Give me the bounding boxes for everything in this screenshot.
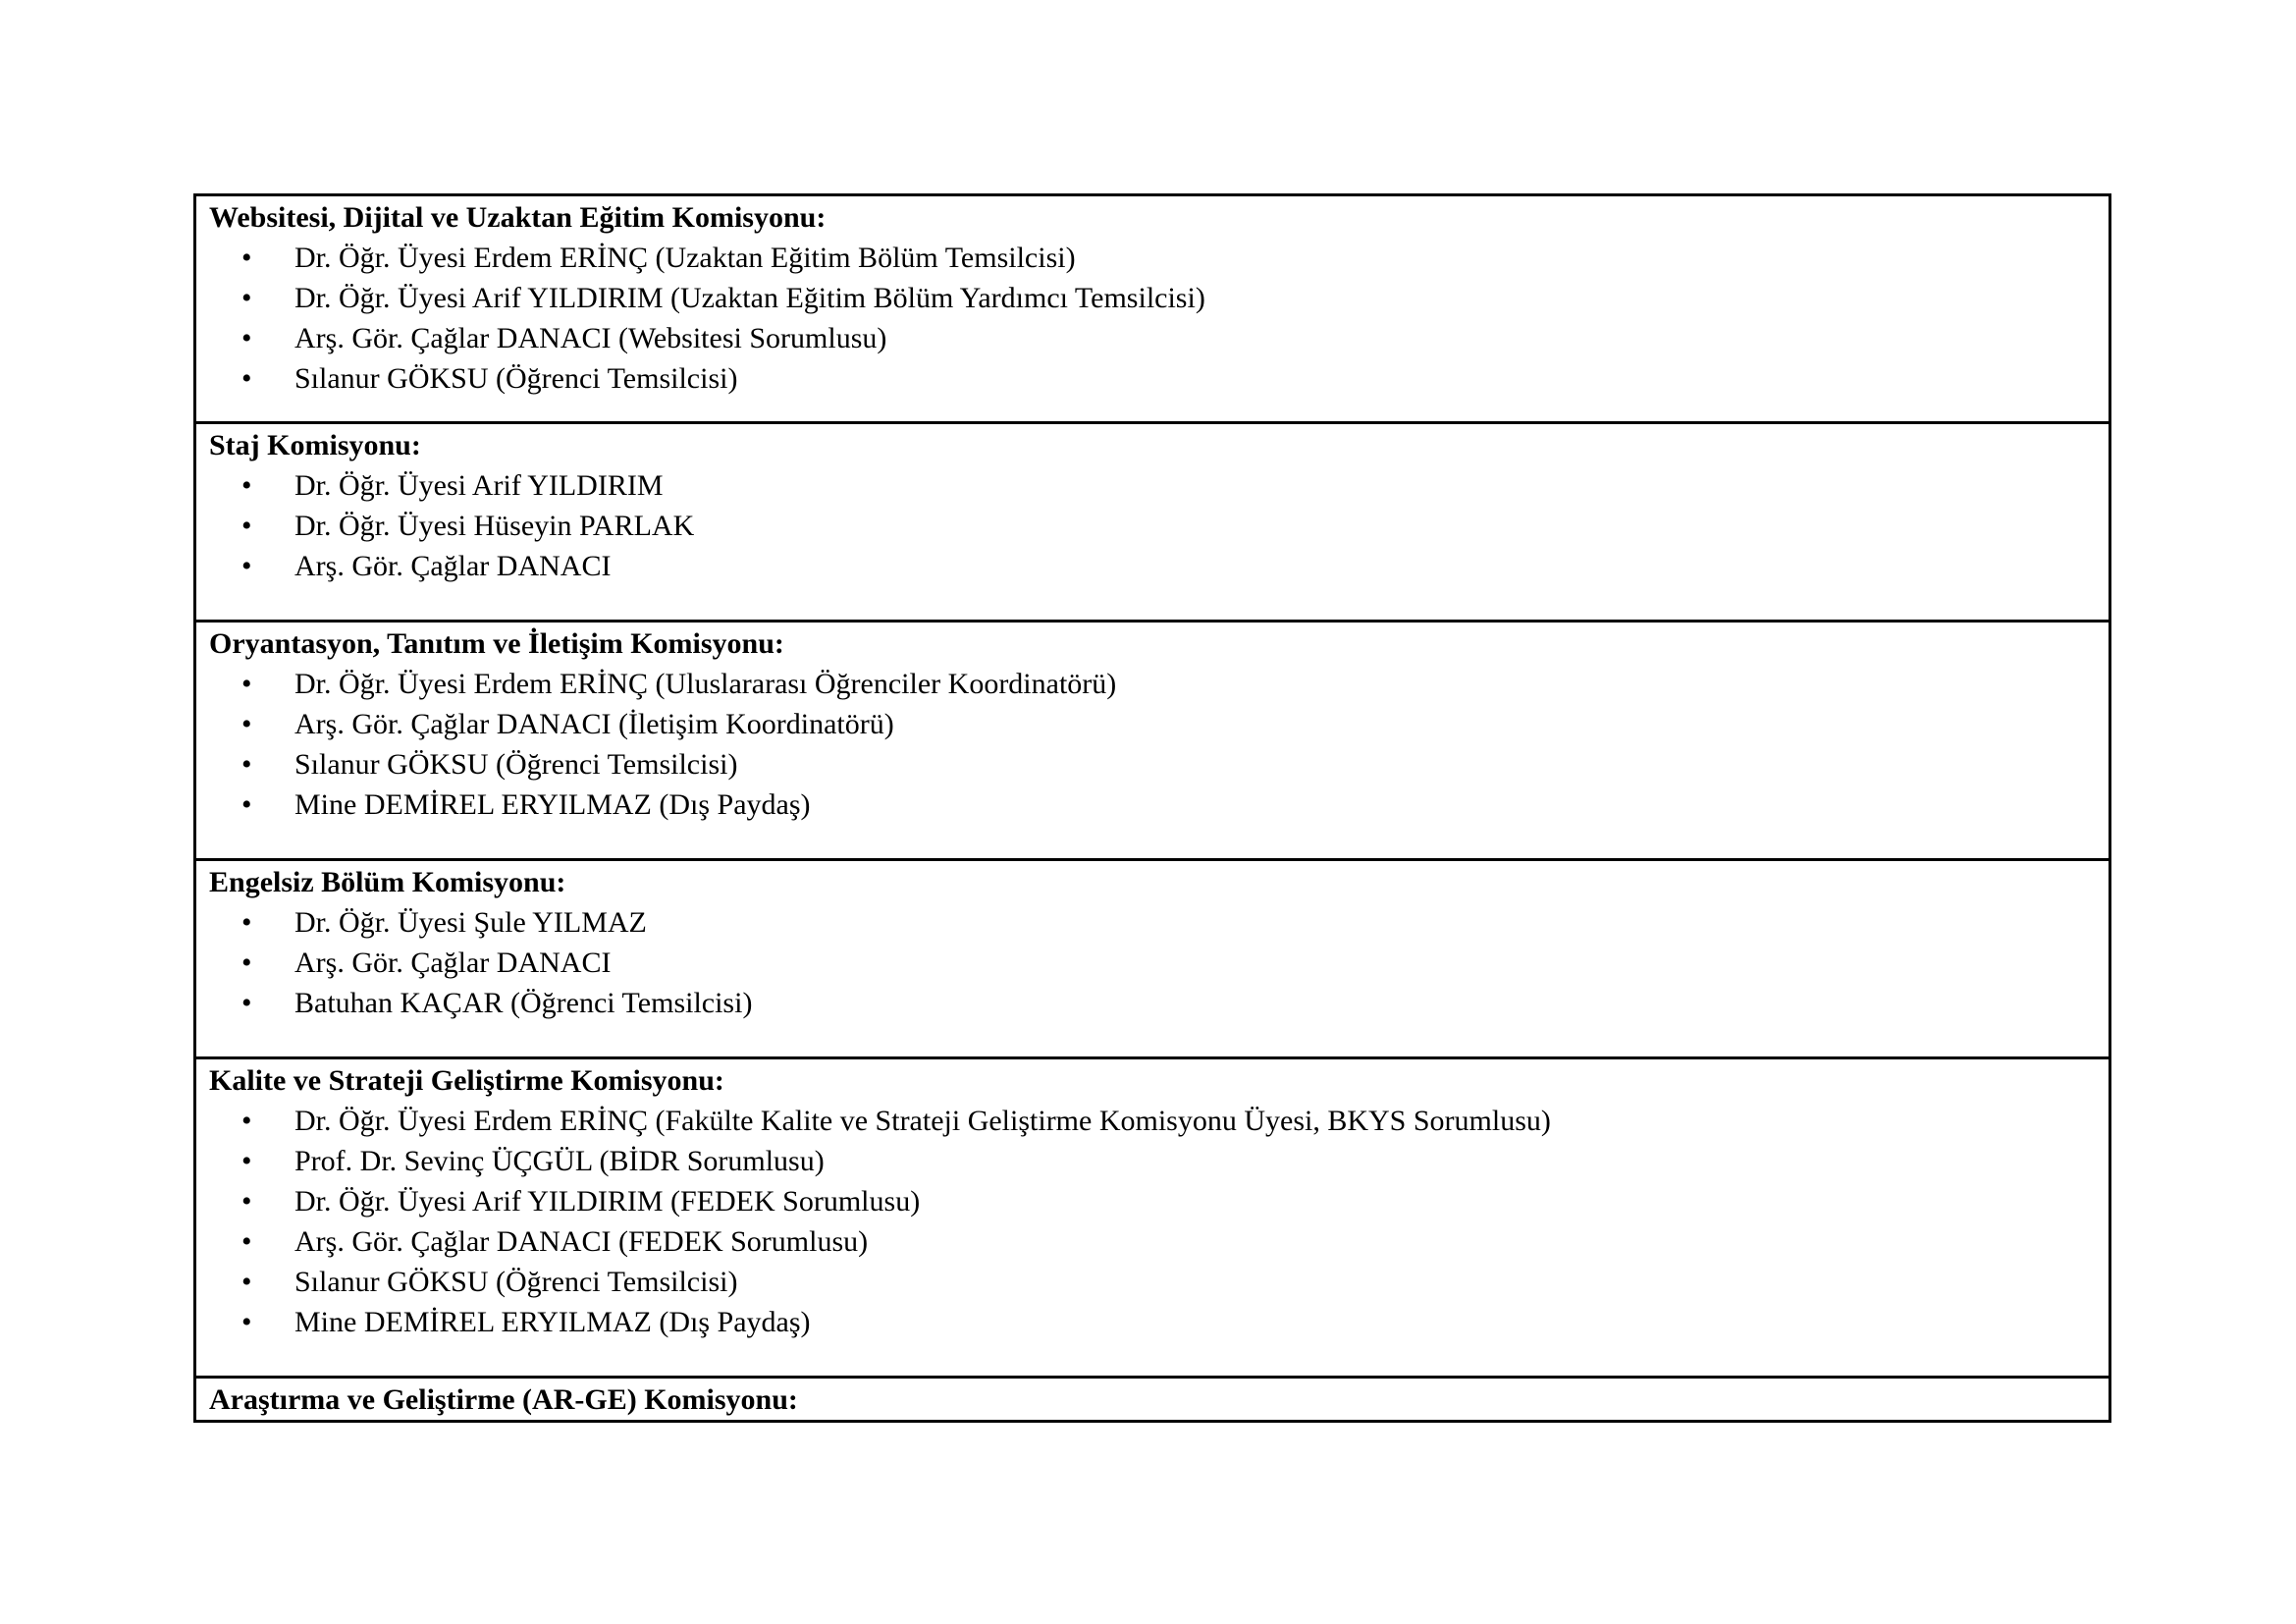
member-item: [241, 943, 2096, 983]
member-item: [241, 465, 2096, 506]
member-list: [209, 664, 2096, 825]
committee-row-kalite: [195, 1058, 2110, 1378]
committee-title: Oryantasyon, Tanıtım ve İletişim Komisyonu:: [209, 627, 784, 660]
committee-row-engelsiz: [195, 860, 2110, 1058]
member-item: [241, 744, 2096, 785]
bullet-icon: •: [241, 1145, 252, 1177]
member-item: [241, 1221, 2096, 1262]
committee-cell: [195, 860, 2110, 1058]
bullet-icon: •: [241, 242, 252, 274]
bullet-icon: •: [241, 1225, 252, 1258]
member-name: Sılanur GÖKSU (Öğrenci Temsilcisi): [294, 362, 738, 395]
member-list: [209, 1101, 2096, 1342]
bullet-icon: •: [241, 362, 252, 395]
member-name: Dr. Öğr. Üyesi Şule YILMAZ: [294, 906, 647, 939]
bullet-icon: •: [241, 1105, 252, 1137]
committee-title: Kalite ve Strateji Geliştirme Komisyonu:: [209, 1064, 724, 1097]
bullet-icon: •: [241, 322, 252, 354]
member-item: [241, 664, 2096, 704]
member-item: [241, 902, 2096, 943]
member-name: Arş. Gör. Çağlar DANACI: [294, 550, 612, 582]
bullet-icon: •: [241, 1266, 252, 1298]
member-name: Dr. Öğr. Üyesi Hüseyin PARLAK: [294, 510, 695, 542]
member-item: [241, 238, 2096, 278]
bullet-icon: •: [241, 906, 252, 939]
member-name: Arş. Gör. Çağlar DANACI (FEDEK Sorumlusu): [294, 1225, 869, 1258]
member-name: Batuhan KAÇAR (Öğrenci Temsilcisi): [294, 987, 753, 1019]
member-item: [241, 983, 2096, 1023]
member-name: Mine DEMİREL ERYILMAZ (Dış Paydaş): [294, 1306, 811, 1338]
committee-row-staj: [195, 423, 2110, 622]
member-list: [209, 465, 2096, 586]
committee-row-oryantasyon: [195, 622, 2110, 860]
committee-cell: [195, 622, 2110, 860]
member-name: Sılanur GÖKSU (Öğrenci Temsilcisi): [294, 748, 738, 781]
member-item: [241, 785, 2096, 825]
bullet-icon: •: [241, 1306, 252, 1338]
member-item: [241, 546, 2096, 586]
bullet-icon: •: [241, 282, 252, 314]
bullet-icon: •: [241, 1185, 252, 1218]
bullet-icon: •: [241, 748, 252, 781]
bullet-icon: •: [241, 550, 252, 582]
member-list: [209, 238, 2096, 399]
committee-title: Engelsiz Bölüm Komisyonu:: [209, 866, 566, 898]
member-item: [241, 1262, 2096, 1302]
committee-title: Staj Komisyonu:: [209, 429, 421, 461]
bullet-icon: •: [241, 947, 252, 979]
member-item: [241, 318, 2096, 358]
member-name: Dr. Öğr. Üyesi Erdem ERİNÇ (Fakülte Kalite ve Strateji Geliştirme Komisyonu Üyesi, BKYS Sorumlusu): [294, 1105, 1551, 1137]
member-name: Dr. Öğr. Üyesi Arif YILDIRIM (Uzaktan Eğitim Bölüm Yardımcı Temsilcisi): [294, 282, 1205, 314]
member-item: [241, 1181, 2096, 1221]
committee-cell: [195, 423, 2110, 622]
bullet-icon: •: [241, 987, 252, 1019]
member-name: Arş. Gör. Çağlar DANACI (İletişim Koordinatörü): [294, 708, 894, 740]
member-name: Arş. Gör. Çağlar DANACI: [294, 947, 612, 979]
committee-row-websitesi: [195, 195, 2110, 423]
member-item: [241, 704, 2096, 744]
committee-cell: [195, 195, 2110, 423]
member-item: [241, 278, 2096, 318]
committee-cell: [195, 1378, 2110, 1422]
committee-row-arge: [195, 1378, 2110, 1422]
bullet-icon: •: [241, 469, 252, 502]
committee-cell: [195, 1058, 2110, 1378]
committee-table: [193, 193, 2111, 1423]
member-name: Sılanur GÖKSU (Öğrenci Temsilcisi): [294, 1266, 738, 1298]
member-name: Dr. Öğr. Üyesi Arif YILDIRIM (FEDEK Sorumlusu): [294, 1185, 921, 1218]
bullet-icon: •: [241, 708, 252, 740]
bullet-icon: •: [241, 510, 252, 542]
member-name: Prof. Dr. Sevinç ÜÇGÜL (BİDR Sorumlusu): [294, 1145, 825, 1177]
member-item: [241, 1302, 2096, 1342]
committee-title: Websitesi, Dijital ve Uzaktan Eğitim Komisyonu:: [209, 201, 827, 234]
member-name: Arş. Gör. Çağlar DANACI (Websitesi Sorumlusu): [294, 322, 887, 354]
member-item: [241, 1141, 2096, 1181]
member-name: Dr. Öğr. Üyesi Erdem ERİNÇ (Uzaktan Eğitim Bölüm Temsilcisi): [294, 242, 1076, 274]
member-name: Mine DEMİREL ERYILMAZ (Dış Paydaş): [294, 788, 811, 821]
member-item: [241, 358, 2096, 399]
bullet-icon: •: [241, 668, 252, 700]
member-name: Dr. Öğr. Üyesi Arif YILDIRIM: [294, 469, 664, 502]
member-name: Dr. Öğr. Üyesi Erdem ERİNÇ (Uluslararası Öğrenciler Koordinatörü): [294, 668, 1117, 700]
member-list: [209, 902, 2096, 1023]
committee-title: Araştırma ve Geliştirme (AR-GE) Komisyonu:: [209, 1383, 798, 1416]
member-item: [241, 506, 2096, 546]
member-item: [241, 1101, 2096, 1141]
bullet-icon: •: [241, 788, 252, 821]
